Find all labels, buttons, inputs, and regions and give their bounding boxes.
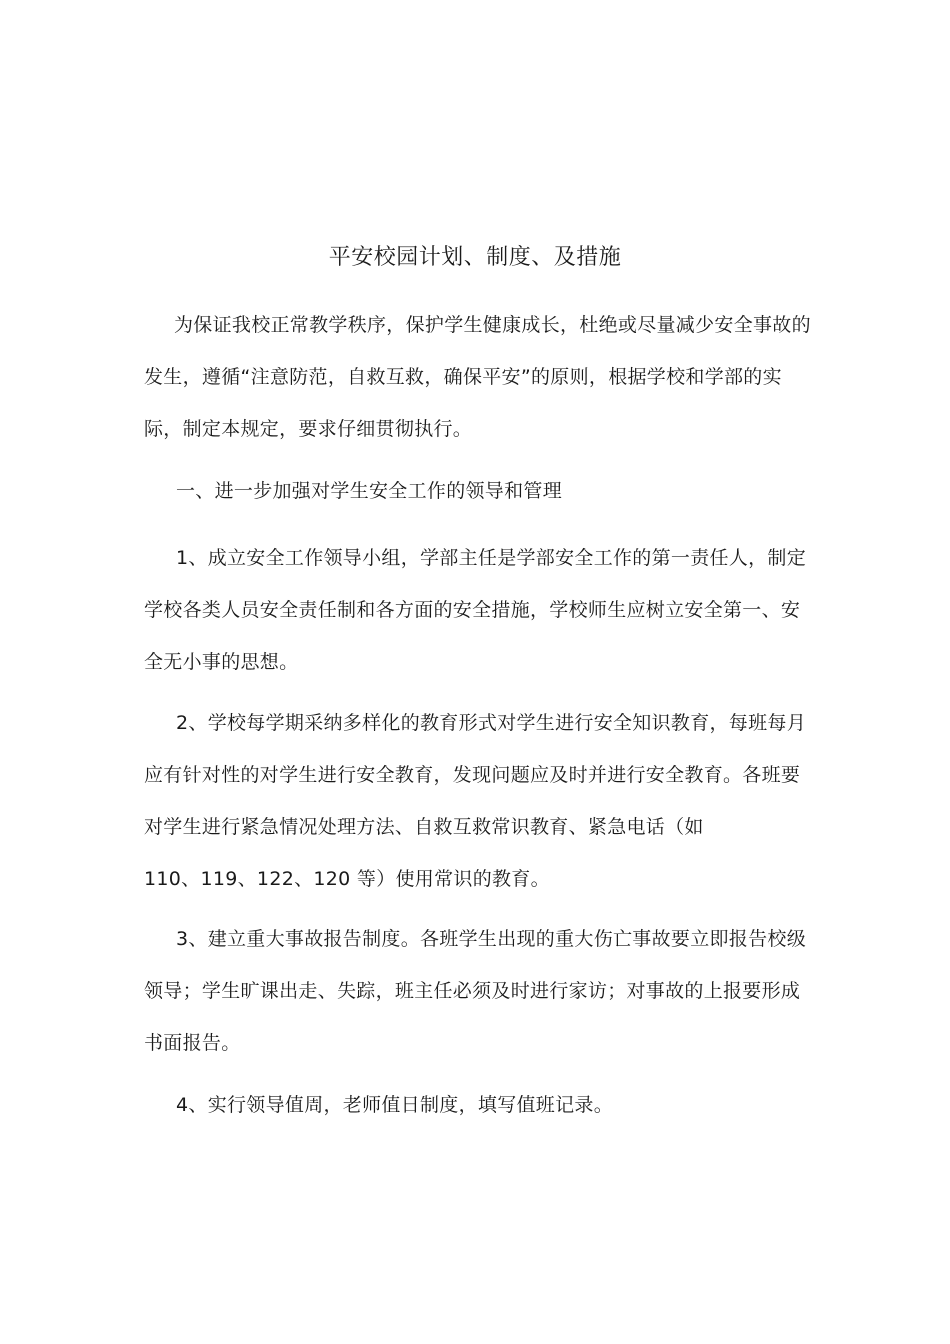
paragraph-line: 领导；学生旷课出走、失踪，班主任必须及时进行家访；对事故的上报要形成 [144,980,801,1002]
paragraph-line: 3、建立重大事故报告制度。各班学生出现的重大伤亡事故要立即报告校级 [176,928,806,950]
paragraph-line: 书面报告。 [144,1032,241,1054]
paragraph-intro [144,299,811,455]
paragraph-line: 对学生进行紧急情况处理方法、自救互救常识教育、紧急电话（如 [144,816,704,838]
paragraph-line: 110、119、122、120 等）使用常识的教育。 [144,868,550,890]
paragraph-line: 应有针对性的对学生进行安全教育，发现问题应及时并进行安全教育。各班要 [144,764,801,786]
paragraph-line: 一、进一步加强对学生安全工作的领导和管理 [176,480,563,502]
paragraph-line: 2、学校每学期采纳多样化的教育形式对学生进行安全知识教育，每班每月 [176,712,806,734]
paragraph-line: 发生，遵循“注意防范，自救互救，确保平安”的原则，根据学校和学部的实 [144,366,782,388]
paragraph-line: 学校各类人员安全责任制和各方面的安全措施，学校师生应树立安全第一、安 [144,599,801,621]
paragraph-line: 4、实行领导值周，老师值日制度，填写值班记录。 [176,1094,613,1116]
document-title: 平安校园计划、制度、及措施 [328,245,622,270]
paragraph-item-3 [144,913,808,1069]
paragraph-item-4 [144,1079,808,1131]
paragraph-item-1 [144,532,808,688]
section-heading [144,465,808,517]
paragraph-item-2 [144,697,808,905]
paragraph-line: 际，制定本规定，要求仔细贯彻执行。 [144,418,473,440]
paragraph-line: 为保证我校正常教学秩序，保护学生健康成长，杜绝或尽量减少安全事故的 [174,314,811,336]
paragraph-line: 1、成立安全工作领导小组，学部主任是学部安全工作的第一责任人，制定 [176,547,806,569]
paragraph-line: 全无小事的思想。 [144,651,299,673]
